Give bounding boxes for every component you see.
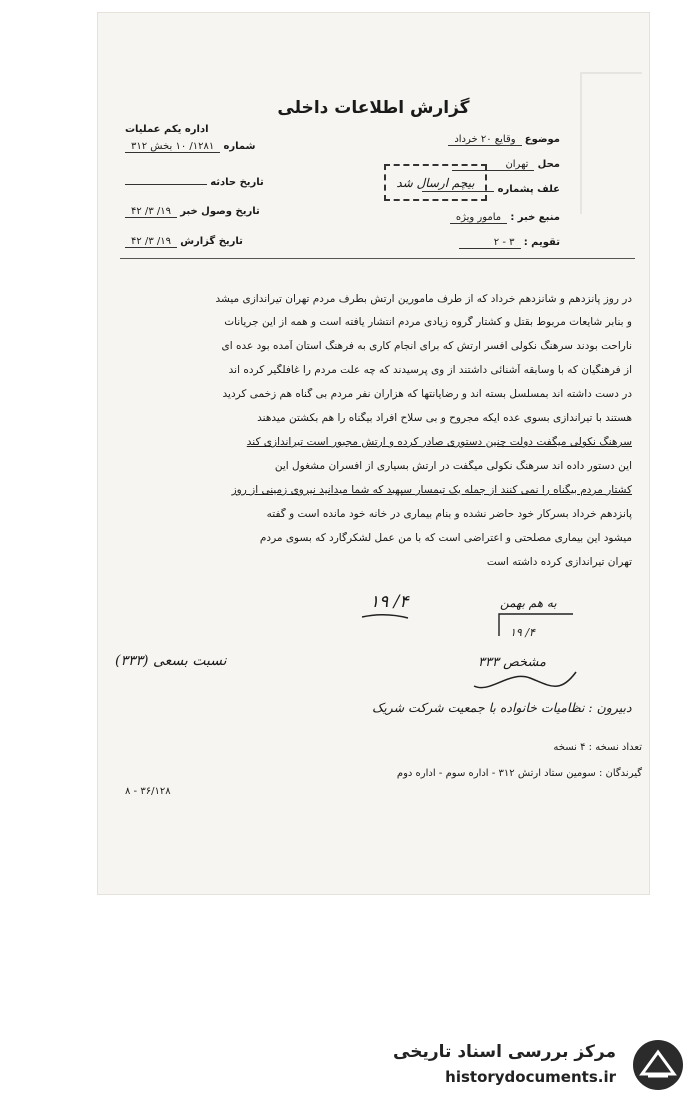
body-line-11: میشود این بیماری مصلحتی و اعتراضی است که با من عمل لشکرگارد که بسوی مردم: [259, 532, 632, 544]
annotation-signature: مشخص ۳۳۳: [478, 655, 546, 670]
body-line-12: تهران تیراندازی کرده داشته است: [486, 556, 632, 568]
sent-stamp: بیچم ارسال شد: [384, 164, 487, 201]
copies-field: [553, 742, 642, 753]
received-date-value: ۱۹/ ۳/ ۴۲: [125, 206, 177, 218]
received-date-field: [125, 206, 260, 218]
annotation-right-top: به هم بهمن: [500, 596, 557, 610]
body-line-2: و بنابر شایعات مربوط بقتل و کشتار گروه زیادی مردم انتشار یافته است و همه از این جریانات: [224, 316, 632, 328]
rating-value: ۳ - ۲: [459, 237, 521, 249]
rating-field: [459, 237, 561, 249]
recipients-label: گیرندگان :: [598, 768, 642, 779]
body-line-3: ناراحت بودند سرهنگ نکولی افسر ارتش که برای انجام کاری به فرهنگ استان آمده بود عده ای: [221, 340, 632, 352]
annotation-right-date: ۴/ ۱۹: [510, 626, 535, 639]
event-date-label: تاریخ حادثه: [210, 177, 264, 188]
office-name: اداره یکم عملیات: [125, 124, 209, 135]
event-date-value-blank: [125, 184, 207, 185]
received-date-label: تاریخ وصول خبر: [180, 206, 260, 217]
subject-label: موضوع: [524, 134, 560, 145]
body-line-4: از فرهنگیان که با وسابقه آشنائی داشتند از وی پرسیدند که چه علت مردم را غافلگیر کرده اند: [228, 364, 632, 376]
report-date-field: [125, 236, 243, 248]
source-value: مامور ویژه: [450, 212, 507, 224]
body-line-8: این دستور داده اند سرهنگ نکولی میگفت در ارتش بسیاری از افسران مشغول این: [274, 460, 632, 472]
report-date-label: تاریخ گزارش: [180, 236, 243, 247]
number-label: شماره: [223, 141, 256, 152]
number-value: ۱۲۸۱/ ۱۰ بخش ۳۱۲: [125, 141, 220, 153]
recipients-value: سومین ستاد ارتش ۳۱۲ - اداره سوم - اداره دوم: [396, 768, 596, 779]
office-field: [125, 124, 209, 135]
place-label: محل: [537, 159, 560, 170]
attachment-label: علف پشماره: [497, 184, 560, 195]
body-line-9: کشتار مردم بیگناه را نمی کنند از جمله یک تیمسار سپهبد که شما میدانید نیروی زمینی از روز: [231, 484, 632, 496]
bleed-through-mark: [580, 72, 642, 214]
recipients-field: [397, 768, 642, 779]
document-sheet: [97, 12, 650, 895]
body-line-10: پانزدهم خرداد بسرکار خود حاضر نشده و بنام بیماری در خانه خود مانده است و گفته: [266, 508, 632, 520]
report-date-value: ۱۹/ ۳/ ۴۲: [125, 236, 177, 248]
body-line-7: سرهنگ نکولی میگفت دولت چنین دستوری صادر کرده و ارتش مجبور است تیراندازی کند: [246, 436, 632, 448]
rating-label: تقویم :: [523, 237, 560, 248]
watermark-title: مرکز بررسی اسناد تاریخی: [393, 1042, 616, 1062]
copies-value: ۴ نسخه: [553, 742, 586, 753]
body-line-1: در روز پانزدهم و شانزدهم خرداد که از طرف مامورین ارتش بطرف مردم تهران تیراندازی میشد: [215, 293, 632, 305]
header-divider: [120, 258, 635, 259]
place-value: تهران: [452, 159, 534, 171]
copies-label: تعداد نسخه :: [588, 742, 642, 753]
number-field: [125, 141, 255, 153]
signature-scribble: [470, 664, 580, 698]
source-label: منبع خبر :: [510, 212, 560, 223]
archive-logo-icon: [628, 1038, 688, 1092]
document-title: گزارش اطلاعات داخلی: [277, 98, 470, 118]
subject-field: [448, 134, 560, 146]
annotation-bottom: دبیرون : نظامیات خانواده با جمعیت شرکت شریک: [372, 700, 632, 715]
annotation-left: نسبت بسعی (۳۳۳): [115, 653, 227, 669]
reference-code: ۳۶/۱۲۸ - ۸: [125, 786, 171, 797]
body-line-5: در دست داشته اند بمسلسل بسته اند و رضایانتها که هزاران نفر مردم بی گناه هم زخمی کردید: [222, 388, 632, 400]
annotation-underline: [360, 612, 410, 622]
annotation-center: ۴/ ۱۹: [370, 592, 409, 612]
event-date-field: [125, 177, 264, 188]
watermark-site: historydocuments.ir: [445, 1068, 616, 1086]
subject-value: وقایع ۲۰ خرداد: [448, 134, 521, 146]
annotation-bracket: [495, 610, 575, 640]
archive-watermark: [393, 1038, 688, 1092]
body-line-6: هستند با تیراندازی بسوی عده ایکه مجروح و بی سلاح افراد بیگناه را هم بکشتن میدهند: [257, 412, 632, 424]
source-field: [450, 212, 560, 224]
